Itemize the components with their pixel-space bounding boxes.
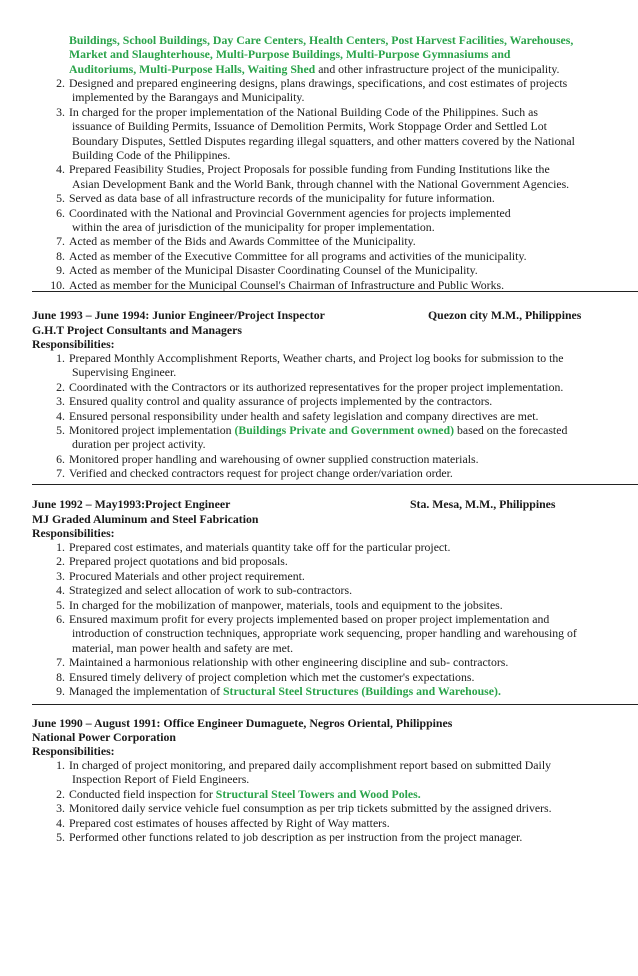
list-item (48, 830, 552, 844)
item-line: Supervising Engineer. (72, 365, 177, 380)
item-number: 1. (56, 758, 65, 772)
item-highlight: Structural Steel Towers and Wood Poles. (215, 786, 421, 801)
item-number: 9. (56, 684, 65, 699)
item-number: 7. (56, 655, 65, 670)
item-number: 1. (56, 540, 65, 554)
item-line: In charged for the mobilization of manpower, materials, tools and equipment to the jobsites. (69, 597, 503, 612)
job1-title: June 1993 – June 1994: Junior Engineer/Project Inspector (32, 308, 325, 322)
job2-responsibilities-label: Responsibilities: (32, 526, 115, 540)
job1-company: G.H.T Project Consultants and Managers (32, 323, 242, 337)
item-number: 3. (56, 394, 65, 409)
item-line: In charged for the proper implementation of the National Building Code of the Philippines. Such as (69, 104, 538, 119)
job2-list (48, 540, 577, 698)
list-item (48, 583, 577, 597)
item-number: 7. (56, 234, 65, 249)
item-line (69, 684, 577, 698)
job2-company: MJ Graded Aluminum and Steel Fabrication (32, 512, 259, 526)
list-item (48, 684, 577, 698)
intro-line-3-green: Auditoriums, Multi-Purpose Halls, Waiting Shed (69, 61, 316, 76)
list-item (48, 452, 567, 466)
item-number: 5. (56, 423, 65, 438)
list-item (48, 423, 567, 452)
divider (32, 291, 638, 292)
list-item (48, 105, 575, 163)
list-item (48, 263, 575, 277)
item-number: 4. (56, 162, 65, 177)
job1-location: Quezon city M.M., Philippines (428, 308, 582, 322)
item-line: Prepared cost estimates, and materials quantity take off for the particular project. (69, 540, 451, 554)
list-item (48, 554, 577, 568)
item-number: 8. (56, 669, 65, 684)
intro-line-3 (69, 62, 617, 76)
list-item (48, 816, 552, 830)
item-line: Monitored daily service vehicle fuel consumption as per trip tickets submitted by the assigned drivers. (69, 801, 552, 816)
item-number: 9. (56, 263, 65, 278)
item-text: Managed the implementation of (69, 684, 223, 699)
item-highlight: (Buildings Private and Government owned) (234, 423, 455, 438)
item-line: Prepared project quotations and bid proposals. (69, 554, 288, 569)
list-item (48, 351, 567, 380)
list-item (48, 249, 575, 263)
list-item (48, 569, 577, 583)
item-line: Monitored proper handling and warehousing of owner supplied construction materials. (69, 451, 479, 466)
item-line: Prepared Monthly Accomplishment Reports, Weather charts, and Project log books for submission to the (69, 351, 564, 365)
list-item (48, 394, 567, 408)
item-line: material, man power health and safety are met. (72, 640, 294, 655)
item-number: 4. (56, 583, 65, 598)
list-item (48, 612, 577, 655)
item-line: implemented by the Barangays and Municipality. (72, 90, 305, 105)
item-number: 4. (56, 408, 65, 423)
item-line: Acted as member of the Executive Committee for all programs and activities of the municipality. (69, 248, 527, 263)
item-text: based on the forecasted (454, 423, 568, 438)
item-line: Designed and prepared engineering designs, plans drawings, specifications, and cost estimates of projects (69, 76, 568, 90)
job2-location: Sta. Mesa, M.M., Philippines (410, 497, 556, 511)
item-line: Acted as member for the Municipal Counsel's Chairman of Infrastructure and Public Works. (69, 277, 505, 292)
item-number: 5. (56, 830, 65, 845)
intro-line-2: Market and Slaughterhouse, Multi-Purpose Buildings, Multi-Purpose Gymnasiums and (69, 47, 511, 62)
item-number: 5. (56, 191, 65, 206)
job2-title: June 1992 – May1993:Project Engineer (32, 497, 231, 511)
item-line: Prepared Feasibility Studies, Project Proposals for possible funding from Funding Institutions like the (69, 162, 550, 177)
item-highlight: Structural Steel Structures (Buildings and Warehouse). (222, 684, 501, 699)
item-line: Building Code of the Philippines. (72, 148, 231, 163)
item-number: 2. (56, 379, 65, 394)
item-line: Acted as member of the Bids and Awards Committee of the Municipality. (69, 234, 416, 249)
list-item (48, 191, 575, 205)
list-item (48, 278, 575, 292)
item-number: 6. (56, 451, 65, 466)
list-item (48, 466, 567, 480)
item-line: Acted as member of the Municipal Disaster Coordinating Counsel of the Municipality. (69, 263, 478, 278)
item-number: 6. (56, 205, 65, 220)
job3-list (48, 758, 552, 844)
divider (32, 484, 638, 485)
item-number: 2. (56, 786, 65, 801)
job3-company: National Power Corporation (32, 730, 176, 744)
item-line: Performed other functions related to job description as per instruction from the project manager. (69, 830, 523, 845)
item-text: Conducted field inspection for (69, 786, 216, 801)
item-number: 10. (50, 277, 65, 292)
item-line: Served as data base of all infrastructure records of the municipality for future information. (69, 191, 495, 206)
item-number: 3. (56, 104, 65, 119)
item-line: issuance of Building Permits, Issuance of Demolition Permits, Work Stoppage Order and Settled Lot (72, 119, 547, 134)
item-number: 2. (56, 554, 65, 569)
intro-line-1: Buildings, School Buildings, Day Care Centers, Health Centers, Post Harvest Facilities, Warehouses, (69, 33, 574, 47)
item-line: Ensured personal responsibility under health and safety legislation and company directives are met. (69, 408, 539, 423)
job1-list (48, 351, 567, 481)
item-number: 7. (56, 466, 65, 481)
item-line: Inspection Report of Field Engineers. (72, 772, 250, 787)
job1-responsibilities-label: Responsibilities: (32, 337, 115, 351)
item-line: Prepared cost estimates of houses affected by Right of Way matters. (69, 815, 390, 830)
item-line: Coordinated with the Contractors or its authorized representatives for the proper project implementation. (69, 379, 564, 394)
item-line: Strategized and select allocation of work to sub-contractors. (69, 583, 353, 598)
list-item (48, 162, 575, 191)
list-item (48, 787, 552, 801)
item-number: 1. (56, 351, 65, 365)
item-line: Procured Materials and other project requirement. (69, 568, 305, 583)
list-item (48, 801, 552, 815)
intro-line-3-rest: and other infrastructure project of the municipality. (315, 61, 560, 76)
item-line: introduction of construction techniques, appropriate work sequencing, proper handling and warehousing of (72, 626, 577, 641)
item-line (69, 787, 552, 801)
list-item (48, 409, 567, 423)
list-item (48, 234, 575, 248)
list-item (48, 598, 577, 612)
item-line: Coordinated with the National and Provincial Government agencies for projects implemented (69, 205, 511, 220)
job3-responsibilities-label: Responsibilities: (32, 744, 115, 758)
item-line: In charged of project monitoring, and prepared daily accomplishment report based on submitted Daily (69, 758, 552, 772)
section0-list (48, 76, 575, 292)
item-number: 4. (56, 815, 65, 830)
divider (32, 704, 638, 705)
item-line: Ensured quality control and quality assurance of projects implemented by the contractors. (69, 394, 493, 409)
item-line: Boundary Disputes, Settled Disputes regarding illegal squatters, and other matters covered by the National (72, 133, 575, 148)
list-item (48, 655, 577, 669)
item-line: Ensured maximum profit for every projects implemented based on proper project implementation and (69, 612, 550, 627)
item-number: 5. (56, 597, 65, 612)
item-number: 2. (56, 76, 65, 90)
list-item (48, 758, 552, 787)
job3-title: June 1990 – August 1991: Office Engineer Dumaguete, Negros Oriental, Philippines (32, 716, 453, 730)
list-item (48, 670, 577, 684)
item-number: 6. (56, 612, 65, 627)
list-item (48, 540, 577, 554)
item-line: Maintained a harmonious relationship with other engineering discipline and sub- contractors. (69, 655, 509, 670)
list-item (48, 76, 575, 105)
item-number: 3. (56, 568, 65, 583)
list-item (48, 380, 567, 394)
intro-paragraph (69, 33, 617, 76)
item-line: Ensured timely delivery of project completion which met the customer's expectations. (69, 669, 475, 684)
item-number: 3. (56, 801, 65, 816)
item-line: within the area of jurisdiction of the municipality for proper implementation. (72, 220, 435, 235)
item-line (69, 423, 567, 437)
item-line: duration per project activity. (72, 437, 206, 452)
item-line: Asian Development Bank and the World Bank, through channel with the National Government Agencies. (72, 176, 570, 191)
list-item (48, 206, 575, 235)
item-number: 8. (56, 248, 65, 263)
item-text: Monitored project implementation (69, 423, 235, 438)
item-line: Verified and checked contractors request for project change order/variation order. (69, 466, 453, 481)
